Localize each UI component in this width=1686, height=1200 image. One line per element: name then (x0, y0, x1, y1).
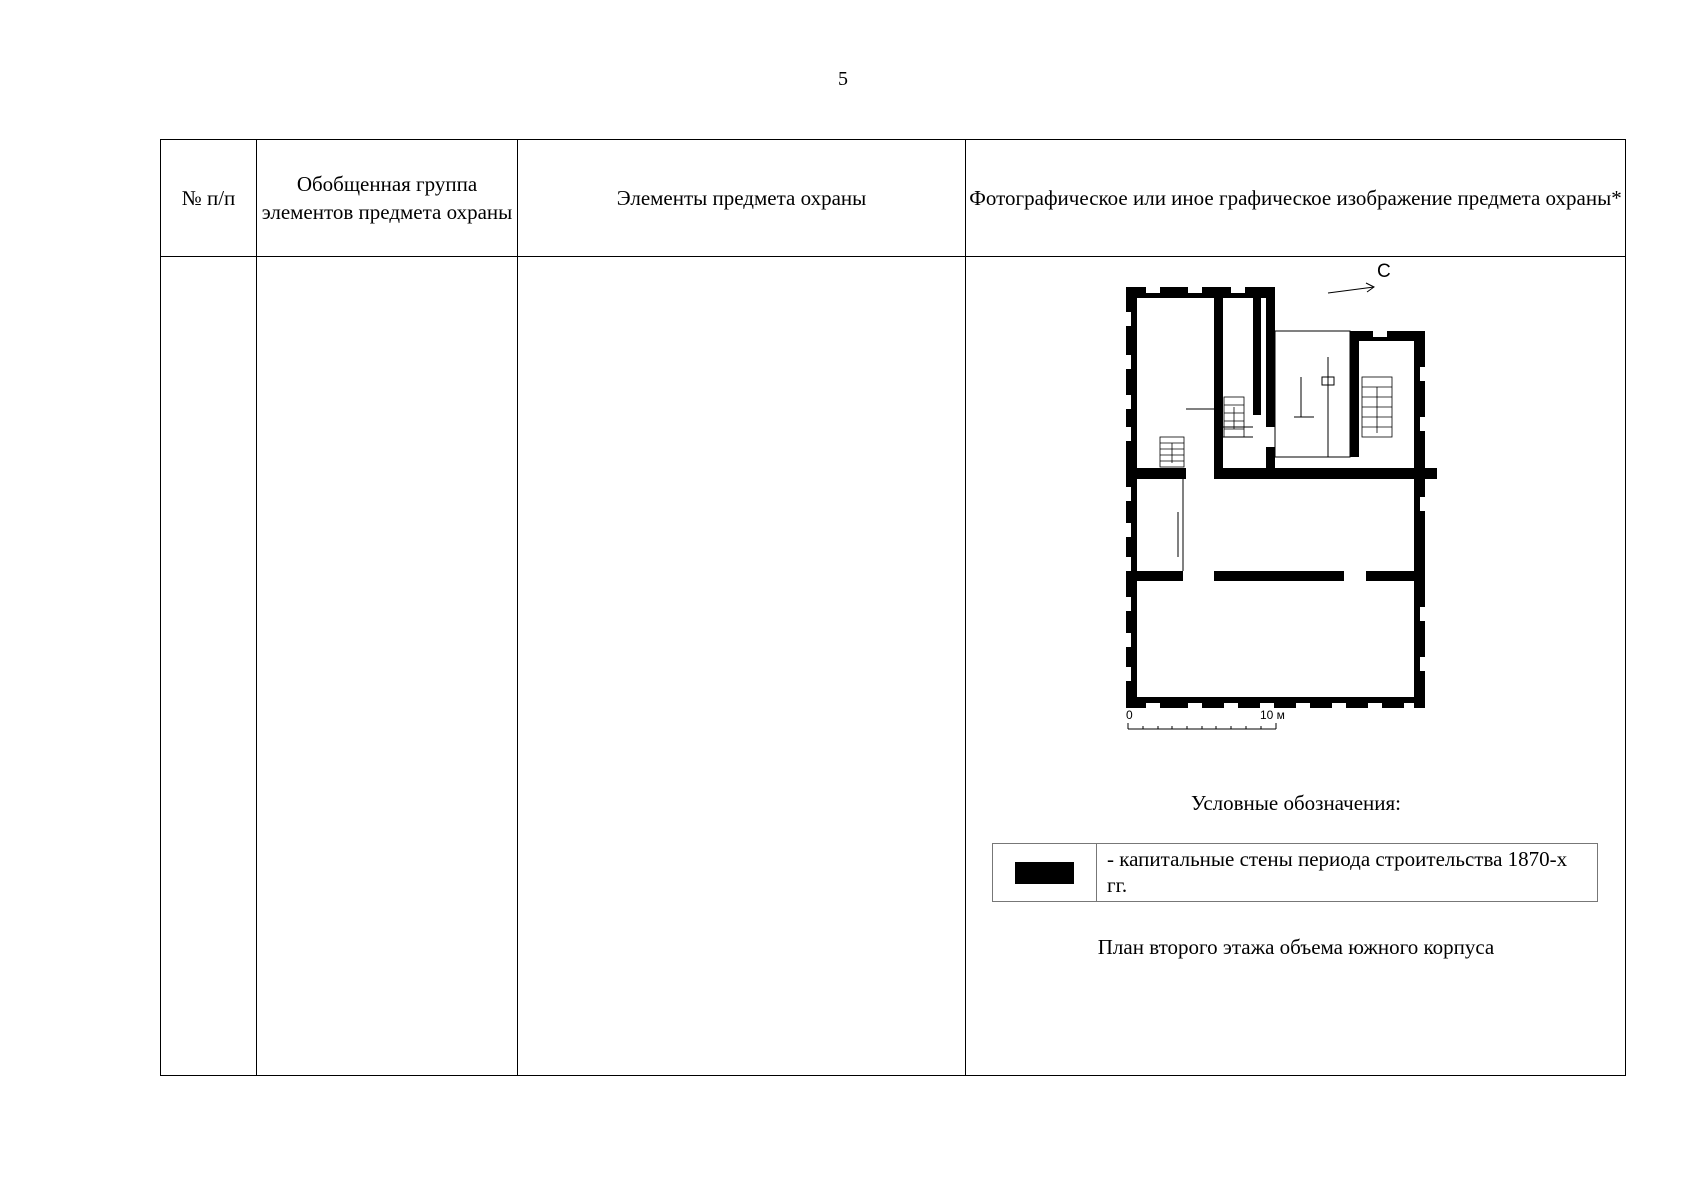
scale-bar (1128, 723, 1276, 729)
legend-table (992, 843, 1598, 902)
legend-title: Условные обозначения: (1190, 791, 1402, 815)
capital-walls (1126, 287, 1437, 708)
cell-number (161, 257, 257, 1076)
protection-subject-table (160, 139, 1626, 1076)
scale-start-label: 0 (1126, 708, 1133, 722)
floor-plan (1126, 257, 1486, 777)
legend-text: - капитальные стены периода строительства 1870-х гг. (1097, 844, 1598, 902)
capital-wall-swatch (1015, 862, 1074, 884)
scale-end-label: 10 м (1260, 708, 1285, 722)
cell-group (257, 257, 518, 1076)
legend-swatch-cell (993, 844, 1097, 902)
page-number: 5 (838, 68, 848, 90)
header-image: Фотографическое или иное графическое изображение предмета охраны* (966, 140, 1626, 257)
cell-image (966, 257, 1626, 1076)
table-row (161, 257, 1626, 1076)
north-label: С (1377, 261, 1391, 282)
later-partitions (1178, 331, 1350, 571)
header-number: № п/п (161, 140, 257, 257)
header-elements: Элементы предмета охраны (518, 140, 966, 257)
header-group: Обобщенная группа элементов предмета охраны (257, 140, 518, 257)
cell-elements (518, 257, 966, 1076)
table-header-row (161, 140, 1626, 257)
figure-caption: План второго этажа объема южного корпуса (1097, 935, 1495, 959)
legend-row (993, 844, 1598, 902)
